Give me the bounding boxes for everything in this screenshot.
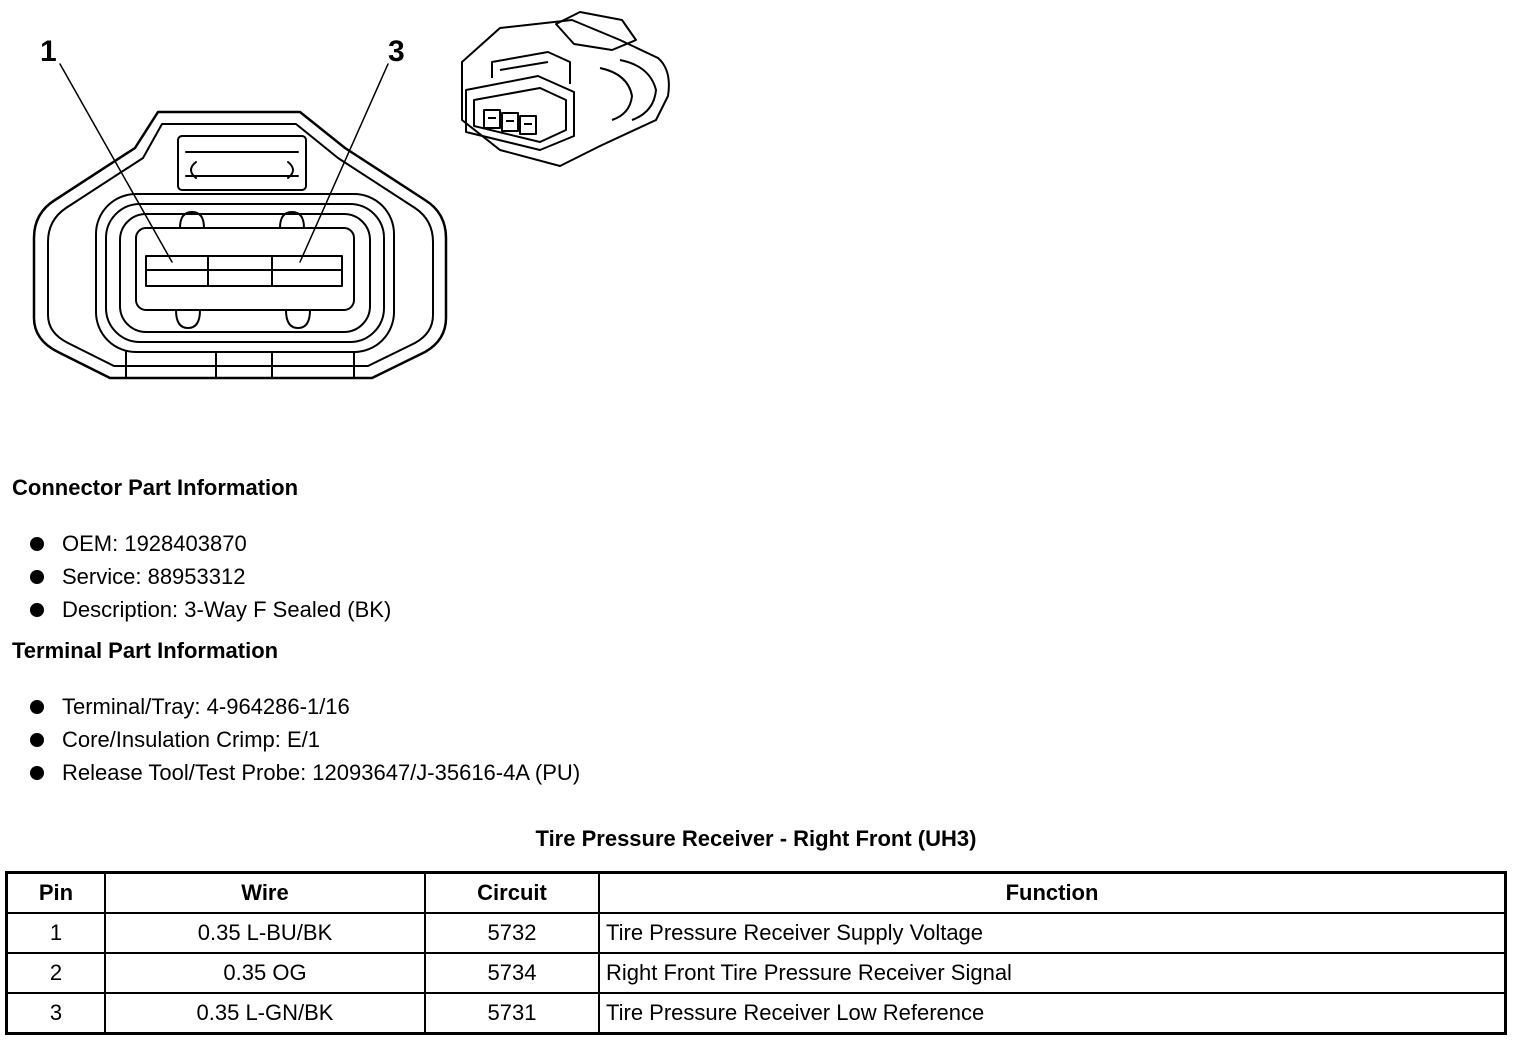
function-cell: Tire Pressure Receiver Supply Voltage: [599, 913, 1506, 953]
table-row: [7, 913, 1506, 953]
bullet-icon: [30, 700, 44, 714]
list-item: [28, 560, 391, 593]
header-wire: Wire: [105, 873, 425, 914]
pinout-table: [5, 871, 1507, 1035]
connector-part-list: [28, 527, 391, 626]
connector-part-heading: Connector Part Information: [12, 475, 299, 500]
connector-drawing: [0, 0, 700, 400]
list-item: [28, 527, 391, 560]
list-item: [28, 593, 391, 626]
oem-number: OEM: 1928403870: [62, 531, 247, 556]
pin-1-label: 1: [40, 35, 57, 68]
pin-cell: 3: [7, 993, 106, 1034]
function-cell: Right Front Tire Pressure Receiver Signal: [599, 953, 1506, 993]
bullet-icon: [30, 570, 44, 584]
wire-cell: 0.35 OG: [105, 953, 425, 993]
bullet-icon: [30, 603, 44, 617]
terminal-part-list: [28, 690, 580, 789]
connector-3d-illustration: [462, 12, 669, 166]
table-row: [7, 993, 1506, 1034]
table-header-row: [7, 873, 1506, 914]
latch: [178, 136, 306, 190]
table-row: [7, 953, 1506, 993]
list-item: [28, 690, 580, 723]
service-number: Service: 88953312: [62, 564, 246, 589]
bullet-icon: [30, 537, 44, 551]
wire-cell: 0.35 L-GN/BK: [105, 993, 425, 1034]
pin-cell: 1: [7, 913, 106, 953]
terminal-tray: Terminal/Tray: 4-964286-1/16: [62, 694, 350, 719]
connector-diagram: [0, 0, 700, 400]
pin-3-leader: [300, 64, 388, 262]
terminal-part-heading: Terminal Part Information: [12, 638, 279, 663]
pin-cell: 2: [7, 953, 106, 993]
table-title: Tire Pressure Receiver - Right Front (UH3): [535, 826, 977, 851]
circuit-cell: 5732: [425, 913, 599, 953]
release-tool: Release Tool/Test Probe: 12093647/J-35616-4A (PU): [62, 760, 581, 785]
bullet-icon: [30, 766, 44, 780]
connector-description: Description: 3-Way F Sealed (BK): [62, 597, 392, 622]
header-function: Function: [599, 873, 1506, 914]
core-insulation-crimp: Core/Insulation Crimp: E/1: [62, 727, 320, 752]
circuit-cell: 5734: [425, 953, 599, 993]
header-pin: Pin: [7, 873, 106, 914]
list-item: [28, 723, 580, 756]
pin-1-leader: [60, 64, 172, 262]
inner-frame: [96, 194, 394, 352]
circuit-cell: 5731: [425, 993, 599, 1034]
header-circuit: Circuit: [425, 873, 599, 914]
list-item: [28, 756, 580, 789]
pin-3-label: 3: [388, 35, 405, 68]
wire-cell: 0.35 L-BU/BK: [105, 913, 425, 953]
bullet-icon: [30, 733, 44, 747]
function-cell: Tire Pressure Receiver Low Reference: [599, 993, 1506, 1034]
